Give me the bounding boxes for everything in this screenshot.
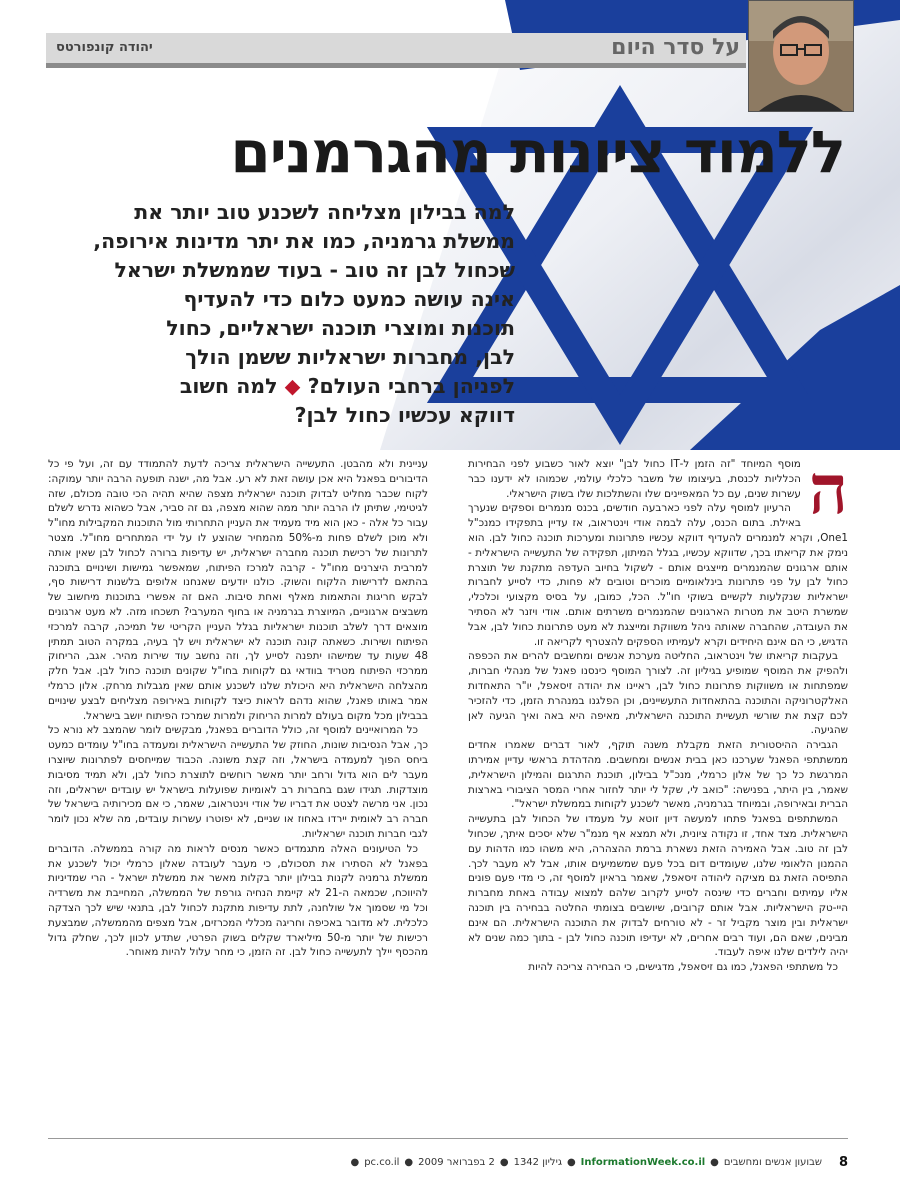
drop-cap: ה bbox=[808, 457, 848, 530]
deck-line: שכחול לבן זה טוב - בעוד שממשלת ישראל bbox=[114, 258, 515, 282]
bullet-icon: ● bbox=[404, 1157, 414, 1168]
deck-line: ממשלת גרמניה, כמו את יתר מדינות אירופה, bbox=[93, 229, 515, 253]
paragraph: עניינית ולא מהבטן. התעשייה הישראלית צריכה לדעת להתמודד עם זה, ועל פי כל הדיבורים בפאנל היא אכן עושה זאת לא רע. אבל מה, ישנה תופעה הרבה יותר עמוקה: לקוח שכבר מחליט לבדוק תוכנה ישראלית מצפה שהיא תהיה הכי טובה מכולם, שזה לגיטימי, שתיתן לו הרבה יותר ממה שהוא מצפה, גם זה סביר, אבל כשהוא נדרש לשלם עבור כל אלה - כאן הוא מיד מעמיד את העניין התחרותי מול התוכנות המקבילות מחו"ל ולא מוכן לשלם פחות מ-50% מהמחיר שהוצע לו על ידי המתחרים מחו"ל. מצטר לתרונות של רכישת תוכנה מחברה ישראלית, יש עדיפות ברורה לכחול לבן שאין אותה למרבית היצרנים מחו"ל - קרבה למרכז הפיתוח, שמאפשר גמישות ושינויים בתוכנה בהתאם לדרישות הלקוח והשוק. כולנו יודעים שאנחנו אלופים בלשנות דרישות סף, לבקש חריגות והתאמות מאלף ואחת סיבות. האם זה אפשרי בתוכנות מיחשוב של משבצים ארגוניים, המיוצרת בגרמניה או בחוף המערבי? תשכחו מזה. לא מעט ארגונים מוצאים דרך לשלב תוכנות ישראליות בגלל העניין הקריטי של תמיכה, קרבה למרכזי הפיתוח ושירות. כשאתה קונה תוכנה לא ישראלית ויש לך בעיה, במקרה הטוב תמתין 48 שעות עד שמישהו יתפנה לסייע לך, וזה נחשב עוד שירות מהיר. אגב, הריחוק ממרכזי הפיתוח מטריד בוודאי גם לקוחות בחו"ל שקונים תוכנה כחול לבן. אבל חלק מהצלחה הישראלית היא היכולת שלנו לשכנע אותם שאין מגבלות מרחק. אלון כרמלי אמר באותו פאנל, שהוא נדהם לראות כיצד לקוחות באירופה מצליחים לבצע שינויים בבבילון מכל מקום בעולם למרות הריחוק ולמרות שמרכז הפיתוח יושב בישראל. bbox=[48, 458, 428, 722]
diamond-bullet-icon: ◆ bbox=[284, 374, 301, 398]
bottom-rule bbox=[48, 1138, 848, 1139]
section-header bbox=[46, 33, 746, 73]
article-headline: ללמוד ציונות מהגרמנים bbox=[230, 118, 845, 186]
website-link-2[interactable]: pc.co.il bbox=[364, 1157, 400, 1168]
column-title: על סדר היום bbox=[611, 35, 740, 60]
paragraph: כל המרואיינים למוסף זה, כולל הדוברים בפאנל, מבקשים לומר שהמצב לא נורא כל כך, אבל הנסיבות שונות, החוזק של התעשייה הישראלית ומעמדה בחו"ל עומדים כמעט ביחס הפוך למעמדה בישראל, וזה קצת משונה. הכבוד שמייחסים לפתרונות שיוצרו מעבר לים הוא גדול ורחב יותר מאשר רוחשים לתוצרת כחול לבן, ולא תמיד מסיבות מוצדקות. תגידו שגם בחברות רב לאומיות שפועלות בישראל יש עובדים ישראלים, וזה נכון. אני מרשה לצטט את דבריו של אודי וינטראוב, שאמר, כי אם מכירותיה בישראל של חברה רב לאומית יירדו באחוז או שניים, לא יפוטרו עשרות עובדים, מה שלא נכון לומר לגבי חברות תוכנה ישראליות. bbox=[48, 724, 428, 840]
deck-line-part: לפניהן ברחבי העולם? bbox=[307, 374, 515, 398]
header-rule bbox=[46, 63, 746, 68]
paragraph: כל משתתפי הפאנל, כמו גם זיסאפל, מדגישים, כי הבחירה צריכה להיות bbox=[528, 961, 838, 974]
deck-line: דווקא עכשיו כחול לבן? bbox=[294, 403, 515, 427]
deck-line: לבן, מחברות ישראליות ששמן הולך bbox=[185, 345, 515, 369]
page-number: 8 bbox=[838, 1155, 848, 1170]
author-name: יהודה קונפורטס bbox=[56, 40, 153, 55]
article-deck bbox=[0, 198, 515, 430]
deck-line bbox=[0, 372, 515, 401]
bullet-icon: ● bbox=[566, 1157, 576, 1168]
bullet-icon: ● bbox=[350, 1157, 360, 1168]
deck-line-part: למה חשוב bbox=[179, 374, 278, 398]
website-link[interactable]: InformationWeek.co.il bbox=[580, 1157, 706, 1168]
paragraph: המשתתפים בפאנל פתחו למעשה דיון זוטא על מעמדו של הכחול לבן בתעשייה הישראלית. מצד אחד, זו נקודה ציונית, ולא תמצא אף מנמ"ר שלא יסכים איתך, שכחול לבן זה טוב. אבל האמירה הזאת נשארת ברמת ההצהרה, היא משהו כמו הדהות עם ההמנון הלאומי שלנו, שעומדים דום בכל פעם שמשמיעים אותו, אבל לא מעבר לכך. התפיסה הזאת גם מציקה ליהודה זיסאפל, שאמר בראיון למוסף זה, כי מדי פעם פונים אליו עמיתים וחברים כדי שינסה לסייע לקרוב שלהם למצוא עבודה באחת מחברות היי-טק הישראליות. אבל אותם קרובים, שיושבים בצומתי החלטה בבחירה בין תוכנה ישראלית ובין מוצר מקביל זר - לא טורחים לבדוק את התוכנה הישראלית. הם אינם מבינים, שאם הם, ועוד רבים אחרים, לא יעדיפו תוכנה כחול לבן - בתוך כמה שנים לא יהיה לילדים שלנו איפה לעבוד. bbox=[468, 813, 848, 959]
issue-date: 2 בפברואר 2009 bbox=[418, 1157, 495, 1168]
paragraph: הרעיון למוסף עלה לפני כארבעה חודשים, בכנס מנמרים וספקים שנערך באילת. בתום הכנס, עלה לבמה אודי וינטראוב, אז עדיין בתפקידו כמנכ"ל One1, וקרא למנמרים להעדיף דווקא עכשיו פתרונות ומערכות תוכנה כחול לבן. הוא נימק את קריאתו בכך, שדווקא עכשיו, בגלל המיתון, תפקידה של התעשייה הישראלית - אותם ארגונים שהמנמרים מייצגים אותם - לשקול בחיוב העדפה מתקנת של תוצרת כחול לבן על פני פתרונות בינלאומיים מוכרים וטובים לא פחות, כדי לסייע לחברות ישראליות שנקלעות לקשיים בשוקי חו"ל. הכל, כמובן, על בסיס מקצועי וכלכלי, שמשרת היטב את מטרות הארגונים שהמנמרים משרתים אותם. אודי ויזנר לא הסתיר את העובדה, שהחברה שאותה ניהל משווקת ומייצגת לא מעט פתרונות כחול לבן, אבל הדגיש, כי הם אינם היחידים וקרא לעמיתיו הספקים להצטרף לקריאה זו. bbox=[468, 502, 848, 648]
paragraph: כל הטיעונים האלה מתגמדים כאשר מנסים לראות מה קורה בממשלה. הדוברים בפאנל לא הסתירו את תסכולם, כי מעבר לעובדה שאלון כרמלי יכול לשכנע את ממשלת גרמניה לקנות בבילון יותר בקלות מאשר את ממשלת ישראל - הרי שמדיניות להיווכח, שכמאה ה-21 לא קיימת הנחיה גורפת של הממשלה, המחייבת את משרדיה וכל מי שסמוך אל שולחנה, לתת עדיפות מתקנת לכחול לבן, בתנאי שיש לכך הצדקה כלכלית. לא מדובר באכיפה וחריגה מכללי המכרזים, אבל מצפים מהממשלה, שמבצעת רכישות של יותר מ-50 מיליארד שקלים בשוק הפרטי, שתדע לכוון לכך, שחלק גדול מהכסף יילך לתעשייה כחול לבן. זה הזמן, כי מחר עלול להיות מאוחר. bbox=[48, 842, 428, 959]
author-photo bbox=[748, 0, 854, 112]
footer-info bbox=[345, 1157, 822, 1168]
bullet-icon: ● bbox=[499, 1157, 509, 1168]
page-footer bbox=[0, 1145, 900, 1185]
issue-number: גיליון 1342 bbox=[513, 1157, 562, 1168]
article-body bbox=[48, 457, 848, 1137]
deck-line: תוכנות ומוצרי תוכנה ישראליים, כחול bbox=[166, 316, 515, 340]
paragraph: בעקבות קריאתו של וינטראוב, החליטה מערכת אנשים ומחשבים להרים את הכפפה ולהפיק את המוסף שמופיע בגיליון זה. לצורך המוסף כינסנו פאנל של מנהלי חברות, שמפתחות או משווקות פתרונות כחול לבן, ראיינו את יהודה זיסאפל, יו"ר התאחדות האלקטרוניקה והתוכנה בהתאחדות התעשיינים, וכן הפלגנו במנהרת הזמן, כדי להזכיר לכם קצת את שורשי תעשיית התוכנה הישראלית, מאיפה היא באה ואיך הגיעה לאן שהגיעה. bbox=[468, 650, 848, 737]
article-column-left bbox=[48, 457, 428, 1137]
bullet-icon: ● bbox=[710, 1157, 719, 1168]
publication-name: שבועון אנשים ומחשבים bbox=[723, 1157, 822, 1168]
paragraph: הגבירה ההיסטורית הזאת מקבלת משנה תוקף, לאור דברים שאמרו אחדים ממשתתפי הפאנל שערכנו כאן בבית אנשים ומחשבים. מהדהדת בראשי עדיין אמירתו המרגשת כל כך של אלון כרמלי, מנכ"ל בבילון, תוכנת התרגום והמילון הישראלית, שאמר, בין היתר, בפנישה: "כואב לי, שקל לי יותר לחזור אחרי המסר הציבורי בארצות הברית ובאירופה, ובמיוחד בגרמניה, מאשר לשכנע לקוחות בממשלת ישראל". bbox=[468, 739, 848, 811]
deck-line: למה בבילון מצליחה לשכנע טוב יותר את bbox=[134, 200, 515, 224]
paragraph: מוסף המיוחד "זה הזמן ל-IT כחול לבן" יוצא לאור כשבוע לפני הבחירות הכלליות לכנסת, בעיצומו של משבר כלכלי עולמי, שכמוהו לא ידענו כבר עשרות שנים, עם כל המאפיינים שלו והשתלכות שלו בשוק הישראלי. bbox=[468, 458, 801, 500]
deck-line: אינה עושה כמעט כלום כדי להעדיף bbox=[183, 287, 515, 311]
article-column-right bbox=[468, 457, 848, 1137]
